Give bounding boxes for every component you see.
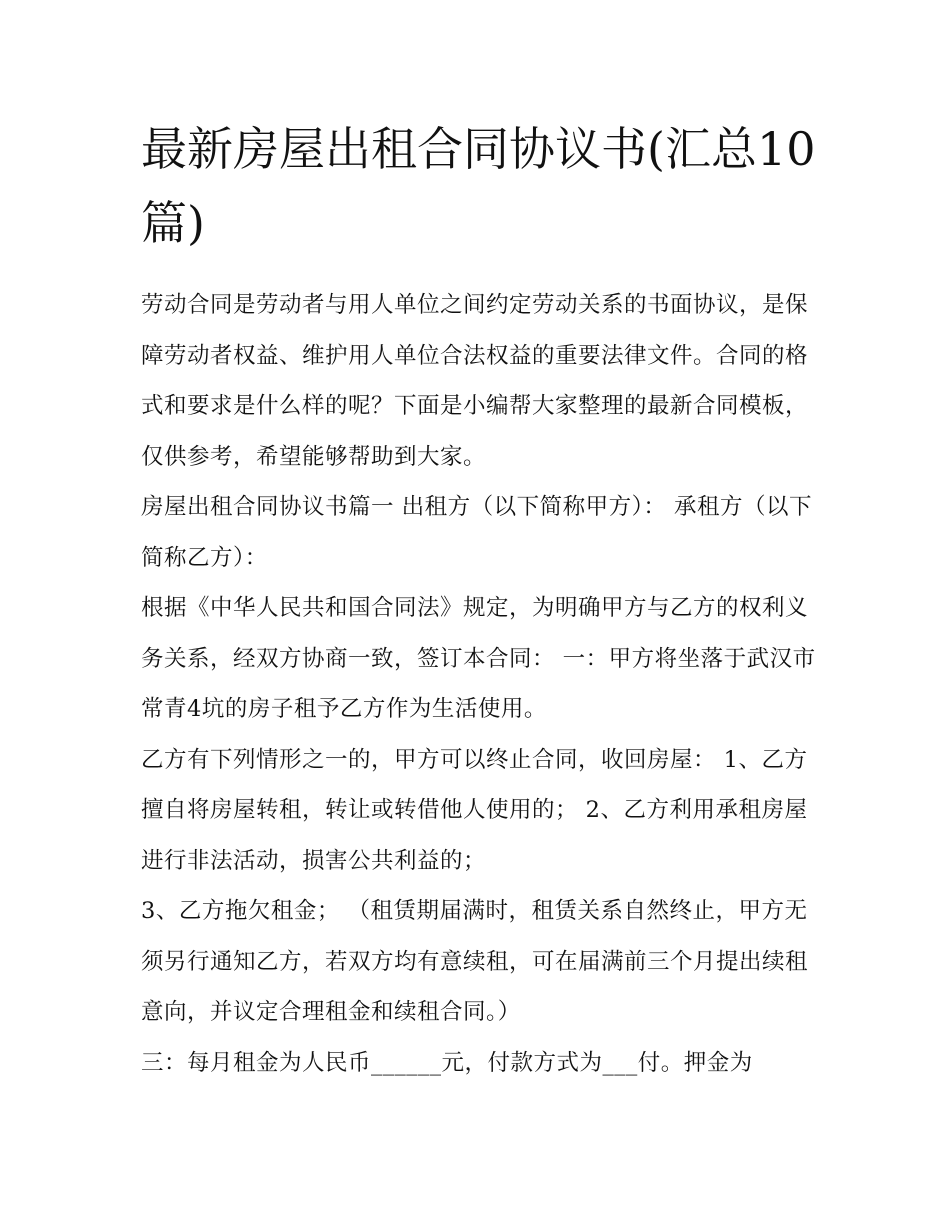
document-title: 最新房屋出租合同协议书(汇总10篇) <box>141 122 816 250</box>
paragraph-rent: 三：每月租金为人民币______元，付款方式为___付。押金为 <box>141 1049 753 1076</box>
paragraph-parties: 房屋出租合同协议书篇一 出租方（以下简称甲方）： 承租方（以下简称乙方）： <box>141 494 813 571</box>
document-body <box>141 112 816 1088</box>
paragraph-clause-one: 根据《中华人民共和国合同法》规定，为明确甲方与乙方的权利义务关系，经双方协商一致，签订本合同： 一：甲方将坐落于武汉市常青4坑的房子租予乙方作为生活使用。 <box>141 595 816 722</box>
paragraph-termination: 乙方有下列情形之一的，甲方可以终止合同，收回房屋： 1、乙方擅自将房屋转租，转让或转借他人使用的； 2、乙方利用承租房屋进行非法活动，损害公共利益的； <box>141 746 808 874</box>
paragraph-arrears: 3、乙方拖欠租金； （租赁期届满时，租赁关系自然终止，甲方无须另行通知乙方，若双方均有意续租，可在届满前三个月提出续租意向，并议定合理租金和续租合同。） <box>141 898 809 1025</box>
paragraph-intro: 劳动合同是劳动者与用人单位之间约定劳动关系的书面协议，是保障劳动者权益、维护用人单位合法权益的重要法律文件。合同的格式和要求是什么样的呢？下面是小编帮大家整理的最新合同模板，仅供参考，希望能够帮助到大家。 <box>141 292 809 470</box>
